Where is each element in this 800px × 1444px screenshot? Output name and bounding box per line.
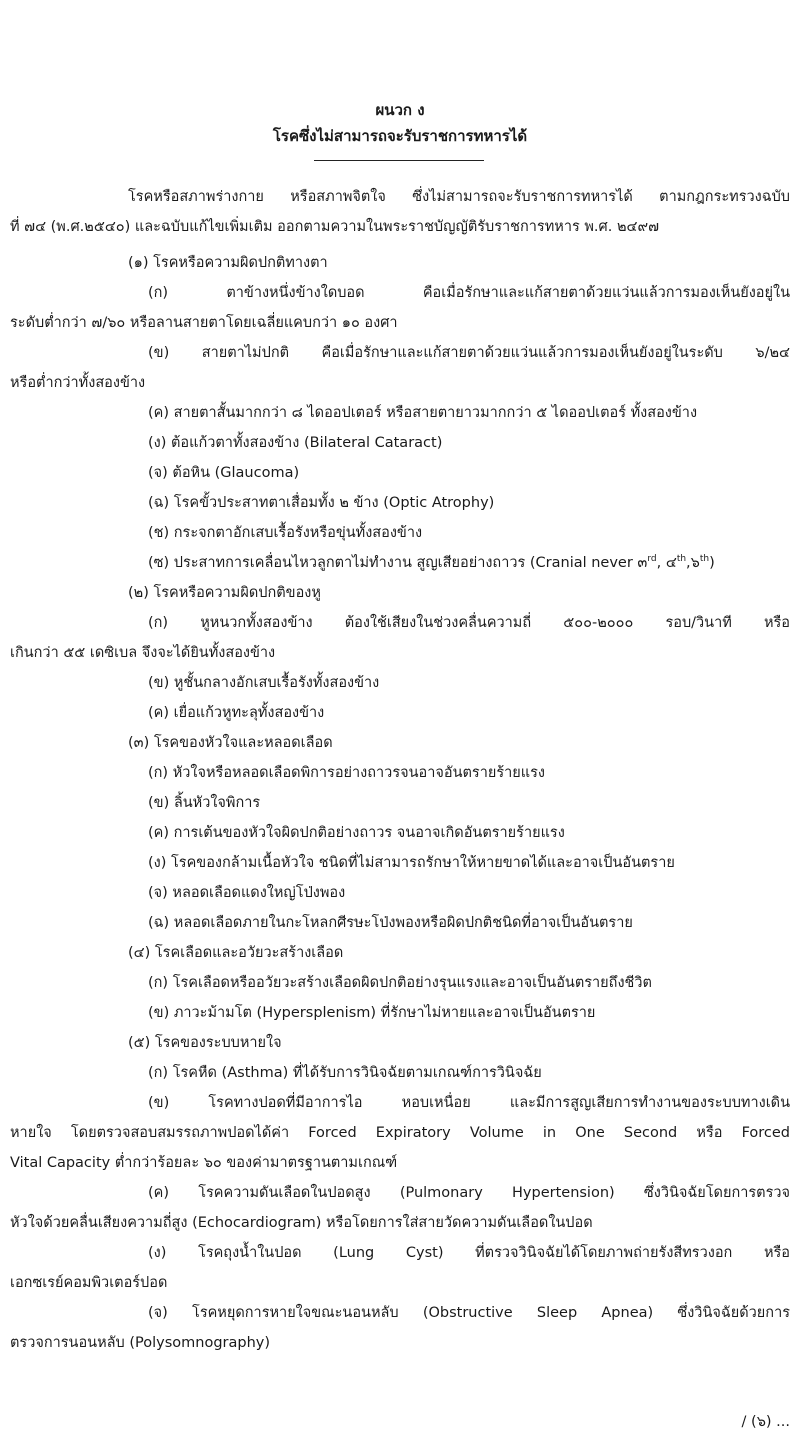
section-2-item-c: (ค) เยื่อแก้วหูทะลุทั้งสองข้าง [148,705,325,721]
section-2-item-a-line-2: เกินกว่า ๕๕ เดซิเบล จึงจะได้ยินทั้งสองข้าง [10,645,276,661]
section-5-item-a: (ก) โรคหืด (Asthma) ที่ได้รับการวินิจฉัยตามเกณฑ์การวินิจฉัย [148,1065,542,1081]
section-3-item-c: (ค) การเต้นของหัวใจผิดปกติอย่างถาวร จนอาจเกิดอันตรายร้ายแรง [148,825,565,841]
section-5-item-e-line-2: ตรวจการนอนหลับ (Polysomnography) [10,1335,271,1351]
section-3-heading: (๓) โรคของหัวใจและหลอดเลือด [128,735,333,751]
section-1-item-h-end: ) [709,555,715,571]
section-5-item-b-line-3: Vital Capacity ต่ำกว่าร้อยละ ๖๐ ของค่ามาตรฐานตามเกณฑ์ [10,1155,398,1171]
section-1-item-b-line-1: (ข) สายตาไม่ปกติ คือเมื่อรักษาและแก้สายตาด้วยแว่นแล้วการมองเห็นยังอยู่ในระดับ ๖/๒๔ [148,345,790,361]
section-5-item-c-line-2: หัวใจด้วยคลื่นเสียงความถี่สูง (Echocardiogram) หรือโดยการใส่สายวัดความดันเลือดในปอด [10,1215,593,1231]
section-5-item-d-line-2: เอกซเรย์คอมพิวเตอร์ปอด [10,1275,168,1291]
superscript-rd: rd [647,554,657,565]
section-1-item-b-line-2: หรือต่ำกว่าทั้งสองข้าง [10,375,146,391]
section-2-item-a-line-1: (ก) หูหนวกทั้งสองข้าง ต้องใช้เสียงในช่วงคลื่นความถี่ ๕๐๐-๒๐๐๐ รอบ/วินาที หรือ [148,615,790,631]
section-3-item-b: (ข) ลิ้นหัวใจพิการ [148,795,261,811]
section-1-heading: (๑) โรคหรือความผิดปกติทางตา [128,255,328,271]
section-1-item-h [148,554,715,572]
section-5-item-d-line-1: (ง) โรคถุงน้ำในปอด (Lung Cyst) ที่ตรวจวินิจฉัยได้โดยภาพถ่ายรังสีทรวงอก หรือ [148,1245,790,1261]
section-3-item-d: (ง) โรคของกล้ามเนื้อหัวใจ ชนิดที่ไม่สามารถรักษาให้หายขาดได้และอาจเป็นอันตราย [148,855,675,871]
next-page-marker: / (๖) ... [741,1414,790,1430]
section-4-item-a: (ก) โรคเลือดหรืออวัยวะสร้างเลือดผิดปกติอย่างรุนแรงและอาจเป็นอันตรายถึงชีวิต [148,975,652,991]
document-title: โรคซึ่งไม่สามารถจะรับราชการทหารได้ [272,127,528,145]
section-5-item-e-line-1: (จ) โรคหยุดการหายใจขณะนอนหลับ (Obstructive Sleep Apnea) ซึ่งวินิจฉัยด้วยการ [148,1305,790,1321]
appendix-label: ผนวก ง [375,101,425,119]
section-4-heading: (๔) โรคเลือดและอวัยวะสร้างเลือด [128,945,344,961]
section-1-item-a-line-1: (ก) ตาข้างหนึ่งข้างใดบอด คือเมื่อรักษาและแก้สายตาด้วยแว่นแล้วการมองเห็นยังอยู่ใน [148,285,790,301]
section-1-item-d: (ง) ต้อแก้วตาทั้งสองข้าง (Bilateral Cataract) [148,435,443,451]
intro-line-2: ที่ ๗๔ (พ.ศ.๒๕๔๐) และฉบับแก้ไขเพิ่มเติม ออกตามความในพระราชบัญญัติรับราชการทหาร พ.ศ. ๒๔๙๗ [10,219,660,235]
intro-line-1: โรคหรือสภาพร่างกาย หรือสภาพจิตใจ ซึ่งไม่สามารถจะรับราชการทหารได้ ตามกฎกระทรวงฉบับ [128,189,790,205]
section-1-item-h-mid2: ,๖ [686,555,700,571]
section-1-item-a-line-2: ระดับต่ำกว่า ๗/๖๐ หรือลานสายตาโดยเฉลี่ยแคบกว่า ๑๐ องศา [10,315,398,331]
section-1-item-c: (ค) สายตาสั้นมากกว่า ๘ ไดออปเตอร์ หรือสายตายาวมากกว่า ๕ ไดออปเตอร์ ทั้งสองข้าง [148,405,698,421]
section-1-item-f: (ฉ) โรคขั้วประสาทตาเสื่อมทั้ง ๒ ข้าง (Optic Atrophy) [148,495,495,511]
section-1-item-g: (ช) กระจกตาอักเสบเรื้อรังหรือขุ่นทั้งสองข้าง [148,525,423,541]
title-underline [314,160,484,161]
superscript-th-2: th [699,554,710,565]
section-2-heading: (๒) โรคหรือความผิดปกติของหู [128,585,321,601]
section-1-item-h-text: (ซ) ประสาทการเคลื่อนไหวลูกตาไม่ทำงาน สูญเสียอย่างถาวร (Cranial never ๓ [148,555,648,571]
section-3-item-a: (ก) หัวใจหรือหลอดเลือดพิการอย่างถาวรจนอาจอันตรายร้ายแรง [148,765,545,781]
section-5-item-b-line-2: หายใจ โดยตรวจสอบสมรรถภาพปอดได้ค่า Forced Expiratory Volume in One Second หรือ Forced [10,1125,790,1141]
section-5-heading: (๕) โรคของระบบหายใจ [128,1035,282,1051]
section-1-item-e: (จ) ต้อหิน (Glaucoma) [148,465,300,481]
superscript-th-1: th [676,554,687,565]
section-1-item-h-mid1: , ๔ [656,555,677,571]
section-2-item-b: (ข) หูชั้นกลางอักเสบเรื้อรังทั้งสองข้าง [148,675,380,691]
section-4-item-b: (ข) ภาวะม้ามโต (Hypersplenism) ที่รักษาไม่หายและอาจเป็นอันตราย [148,1005,596,1021]
section-3-item-e: (จ) หลอดเลือดแดงใหญ่โป่งพอง [148,885,346,901]
section-5-item-b-line-1: (ข) โรคทางปอดที่มีอาการไอ หอบเหนื่อย และมีการสูญเสียการทำงานของระบบทางเดิน [148,1095,790,1111]
section-5-item-c-line-1: (ค) โรคความดันเลือดในปอดสูง (Pulmonary Hypertension) ซึ่งวินิจฉัยโดยการตรวจ [148,1185,790,1201]
section-3-item-f: (ฉ) หลอดเลือดภายในกะโหลกศีรษะโป่งพองหรือผิดปกติชนิดที่อาจเป็นอันตราย [148,915,633,931]
